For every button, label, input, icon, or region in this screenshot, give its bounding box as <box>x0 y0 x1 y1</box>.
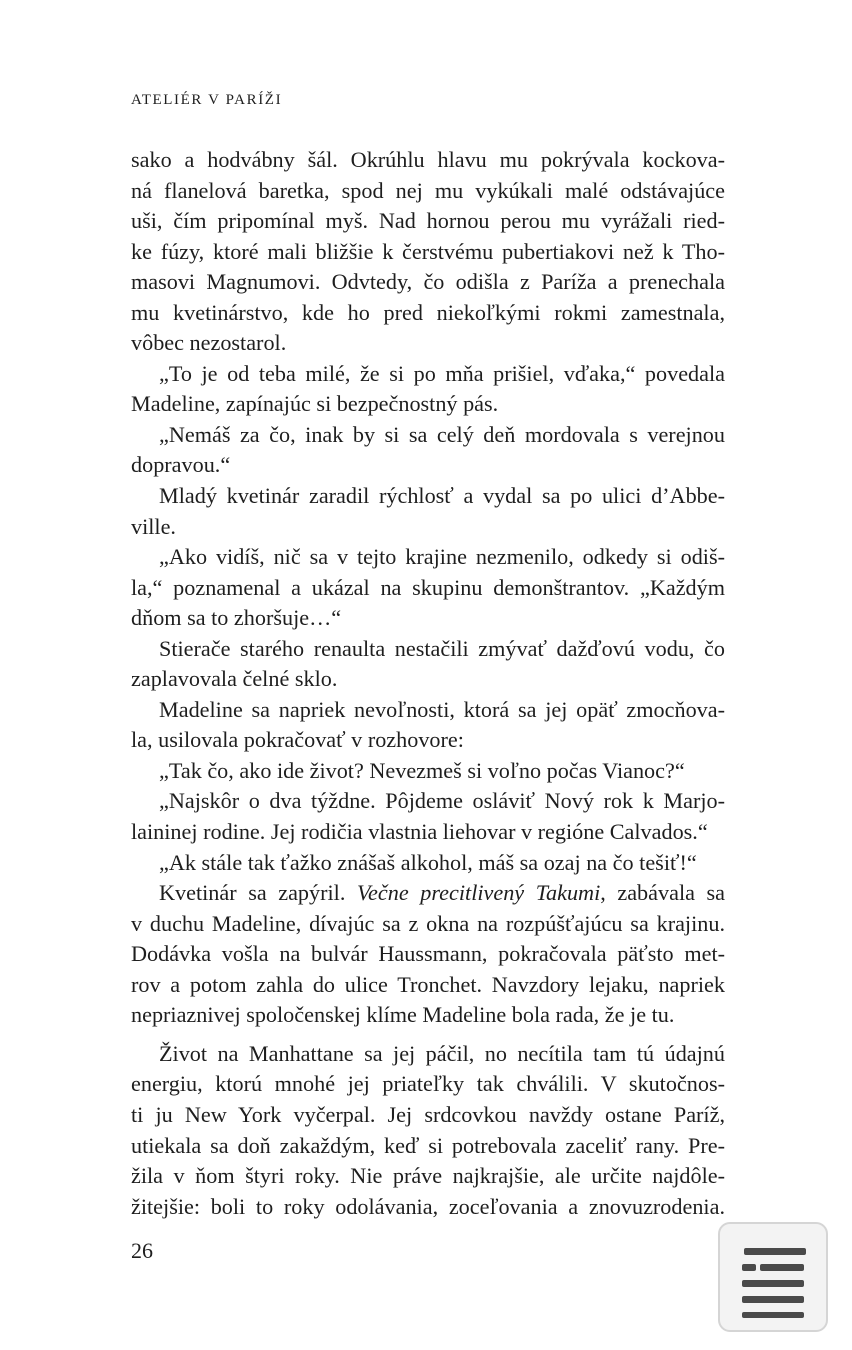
text-line: ville. <box>131 513 176 539</box>
text-line: la,“ poznamenal a ukázal na skupinu demonštrantov. „Každým <box>131 574 725 600</box>
text-line: Dodávka vošla na bulvár Haussmann, pokračovala päťsto met- <box>131 941 725 967</box>
text-line: Madeline sa napriek nevoľnosti, ktorá sa jej opäť zmocňova- <box>159 696 725 722</box>
text-line: Mladý kvetinár zaradil rýchlosť a vydal sa po ulici d’Abbe- <box>159 483 725 509</box>
text-line: Stierače starého renaulta nestačili zmývať dažďovú vodu, čo <box>159 635 725 661</box>
text-line: laininej rodine. Jej rodičia vlastnia liehovar v regióne Calvados.“ <box>131 819 708 845</box>
text-line: „Tak čo, ako ide život? Nevezmeš si voľno počas Vianoc?“ <box>159 757 685 783</box>
text-line: uši, čím pripomínal myš. Nad hornou perou mu vyrážali ried- <box>131 208 725 234</box>
text-line: žitejšie: boli to roky odolávania, zoceľovania a znovuzrodenia. <box>131 1193 725 1219</box>
text-line: „Nemáš za čo, inak by si sa celý deň mordovala s verejnou <box>159 421 725 447</box>
text-line: dopravou.“ <box>131 452 231 478</box>
text-line: masovi Magnumovi. Odvtedy, čo odišla z Paríža a prenechala <box>131 269 725 295</box>
text-line: rov a potom zahla do ulice Tronchet. Navzdory lejaku, napriek <box>131 971 725 997</box>
watermark-badge <box>718 1222 828 1332</box>
page-number: 26 <box>131 1238 153 1263</box>
text-line: mu kvetinárstvo, kde ho pred niekoľkými rokmi zamestnala, <box>131 299 725 325</box>
text-line: ná flanelová baretka, spod nej mu vykúkali malé odstávajúce <box>131 177 725 203</box>
text-line: Život na Manhattane sa jej páčil, no necítila tam tú údajnú <box>159 1040 725 1066</box>
document-lines-icon <box>720 1224 826 1330</box>
text-line: „Najskôr o dva týždne. Pôjdeme osláviť Nový rok k Marjo- <box>159 788 725 814</box>
text-line <box>131 878 725 909</box>
text-line: energiu, ktorú mnohé jej priateľky tak chválili. V skutočnos- <box>131 1071 725 1097</box>
text-line: „Ak stále tak ťažko znášaš alkohol, máš sa ozaj na čo tešiť!“ <box>159 849 697 875</box>
text-line: ke fúzy, ktoré mali bližšie k čerstvému pubertiakovi než k Tho- <box>131 238 725 264</box>
text-line: ti ju New York vyčerpal. Jej srdcovkou navždy ostane Paríž, <box>131 1101 725 1127</box>
italic-phrase: Večne precitlivený Takumi <box>356 880 601 906</box>
text-line: la, usilovala pokračovať v rozhovore: <box>131 727 464 753</box>
text-line: nepriaznivej spoločenskej klíme Madeline bola rada, že je tu. <box>131 1002 675 1028</box>
body-text <box>131 145 725 1222</box>
text-line: utiekala sa doň zakaždým, keď si potrebovala zaceliť rany. Pre- <box>131 1132 725 1158</box>
text-line: v duchu Madeline, dívajúc sa z okna na rozpúšťajúcu sa krajinu. <box>131 910 725 936</box>
text-fragment: Kvetinár sa zapýril. <box>159 880 346 906</box>
text-line: sako a hodvábny šál. Okrúhlu hlavu mu pokrývala kockova- <box>131 147 725 172</box>
text-line: žila v ňom štyri roky. Nie práve najkrajšie, ale určite najdôle- <box>131 1163 725 1189</box>
text-fragment: , zabávala sa <box>600 880 725 906</box>
running-head: ATELIÉR V PARÍŽI <box>131 92 283 108</box>
text-line: „To je od teba milé, že si po mňa prišiel, vďaka,“ povedala <box>159 360 725 386</box>
text-line: zaplavovala čelné sklo. <box>131 666 338 692</box>
text-line: Madeline, zapínajúc si bezpečnostný pás. <box>131 391 499 417</box>
text-line: „Ako vidíš, nič sa v tejto krajine nezmenilo, odkedy si odiš- <box>159 544 725 570</box>
text-line: dňom sa to zhoršuje…“ <box>131 605 342 631</box>
text-line: vôbec nezostarol. <box>131 330 287 356</box>
